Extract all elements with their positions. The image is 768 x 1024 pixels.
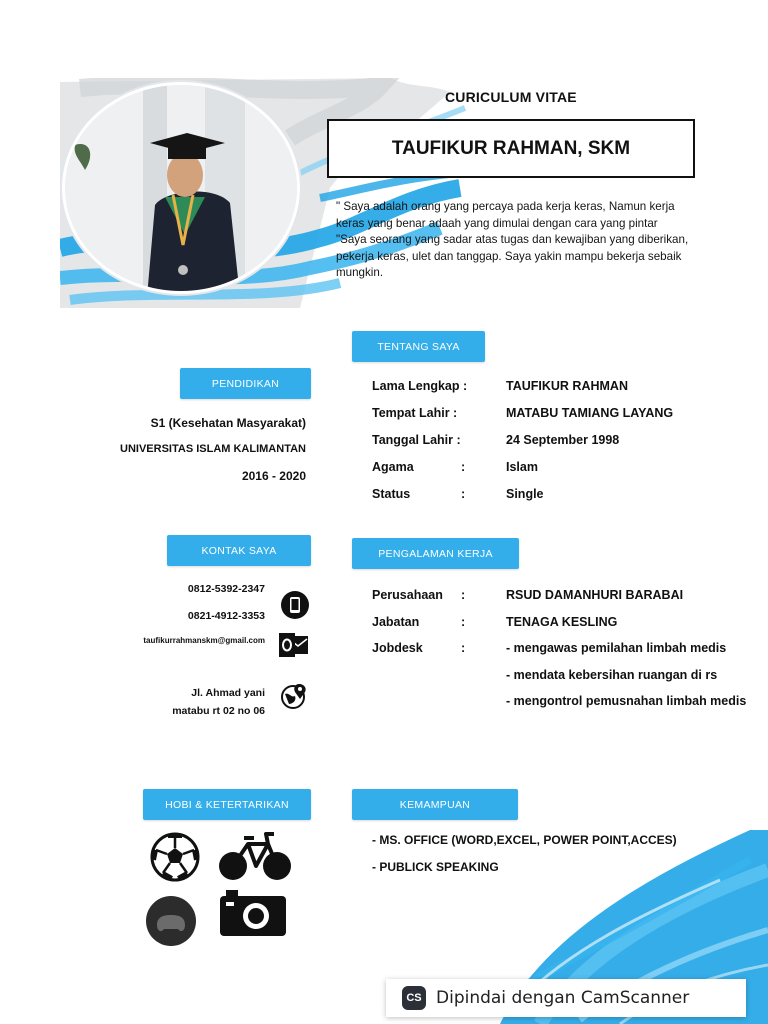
jobdesk-item: - mengawas pemilahan limbah medis bbox=[506, 641, 727, 655]
game-controller-icon bbox=[145, 895, 197, 947]
section-pill-hobi: HOBI & KETERTARIKAN bbox=[143, 789, 311, 820]
contact-phone-1: 0812-5392-2347 bbox=[187, 583, 265, 595]
quote-line: " Saya adalah orang yang percaya pada kerja keras, Namun kerja bbox=[336, 200, 675, 213]
jobdesk-item: - mendata kebersihan ruangan di rs bbox=[506, 668, 718, 682]
tentang-value-agama: Islam bbox=[506, 460, 538, 474]
tentang-value-tanggal-lahir: 24 September 1998 bbox=[506, 433, 620, 447]
quote-line: keras yang benar adaah yang dimulai dengan cara yang pintar bbox=[336, 216, 658, 230]
document-title: CURICULUM VITAE bbox=[445, 89, 577, 105]
tentang-label-tanggal-lahir: Tanggal Lahir : bbox=[372, 433, 461, 447]
full-name: TAUFIKUR RAHMAN, SKM bbox=[391, 137, 631, 159]
section-pill-pengalaman-kerja: PENGALAMAN KERJA bbox=[352, 538, 519, 569]
pendidikan-years: 2016 - 2020 bbox=[241, 469, 306, 483]
pengalaman-colon-jobdesk: : bbox=[461, 641, 466, 655]
pendidikan-university: UNIVERSITAS ISLAM KALIMANTAN bbox=[120, 443, 306, 455]
pengalaman-value-perusahaan: RSUD DAMANHURI BARABAI bbox=[506, 588, 684, 602]
tentang-label-status: Status bbox=[372, 487, 411, 501]
tentang-label-nama: Lama Lengkap : bbox=[372, 379, 468, 393]
pengalaman-value-jabatan: TENAGA KESLING bbox=[506, 615, 618, 629]
pengalaman-colon-jabatan: : bbox=[461, 615, 466, 629]
section-pill-kemampuan: KEMAMPUAN bbox=[352, 789, 518, 820]
pengalaman-colon-perusahaan: : bbox=[461, 588, 466, 602]
phone-icon bbox=[281, 591, 309, 619]
tentang-value-nama: TAUFIKUR RAHMAN bbox=[506, 379, 628, 393]
profile-quote bbox=[336, 199, 708, 282]
name-box bbox=[327, 119, 695, 178]
camscanner-watermark bbox=[386, 979, 746, 1017]
graduate-portrait-image bbox=[65, 85, 300, 294]
profile-photo bbox=[62, 82, 300, 294]
contact-address-line-1: Jl. Ahmad yani bbox=[191, 687, 265, 699]
bicycle-icon bbox=[218, 830, 292, 882]
soccer-ball-icon bbox=[150, 832, 200, 882]
section-pill-pendidikan: PENDIDIKAN bbox=[180, 368, 311, 399]
quote-line: pekerja keras, ulet dan tanggap. Saya yakin mampu bekerja sebaik bbox=[336, 249, 682, 263]
tentang-value-tempat-lahir: MATABU TAMIANG LAYANG bbox=[506, 406, 674, 420]
pengalaman-label-jabatan: Jabatan bbox=[372, 615, 420, 629]
section-pill-tentang-saya: TENTANG SAYA bbox=[352, 331, 485, 362]
tentang-value-status: Single bbox=[506, 487, 544, 501]
tentang-colon-status: : bbox=[461, 487, 466, 501]
tentang-label-tempat-lahir: Tempat Lahir : bbox=[372, 406, 458, 420]
contact-email: taufikurrahmanskm@gmail.com bbox=[143, 636, 265, 645]
contact-address-line-2: matabu rt 02 no 06 bbox=[172, 705, 265, 717]
tentang-colon-agama: : bbox=[461, 460, 466, 474]
location-globe-icon bbox=[281, 682, 309, 710]
outlook-mail-icon bbox=[279, 631, 309, 659]
quote-line: mungkin. bbox=[336, 266, 384, 280]
jobdesk-item: - mengontrol pemusnahan limbah medis bbox=[506, 694, 747, 708]
pengalaman-label-perusahaan: Perusahaan bbox=[372, 588, 443, 602]
pendidikan-degree: S1 (Kesehatan Masyarakat) bbox=[150, 416, 306, 430]
skill-item: - PUBLICK SPEAKING bbox=[372, 860, 499, 874]
tentang-label-agama: Agama bbox=[372, 460, 414, 474]
quote-line: "Saya seorang yang sadar atas tugas dan kewajiban yang diberikan, bbox=[336, 233, 689, 247]
camscanner-logo: CS bbox=[402, 986, 426, 1010]
pengalaman-label-jobdesk: Jobdesk bbox=[372, 641, 423, 655]
section-pill-kontak-saya: KONTAK SAYA bbox=[167, 535, 311, 566]
camera-icon bbox=[218, 888, 288, 938]
skill-item: - MS. OFFICE (WORD,EXCEL, POWER POINT,ACCES) bbox=[372, 833, 677, 847]
contact-phone-2: 0821-4912-3353 bbox=[187, 610, 265, 622]
camscanner-text: Dipindai dengan CamScanner bbox=[436, 988, 690, 1008]
